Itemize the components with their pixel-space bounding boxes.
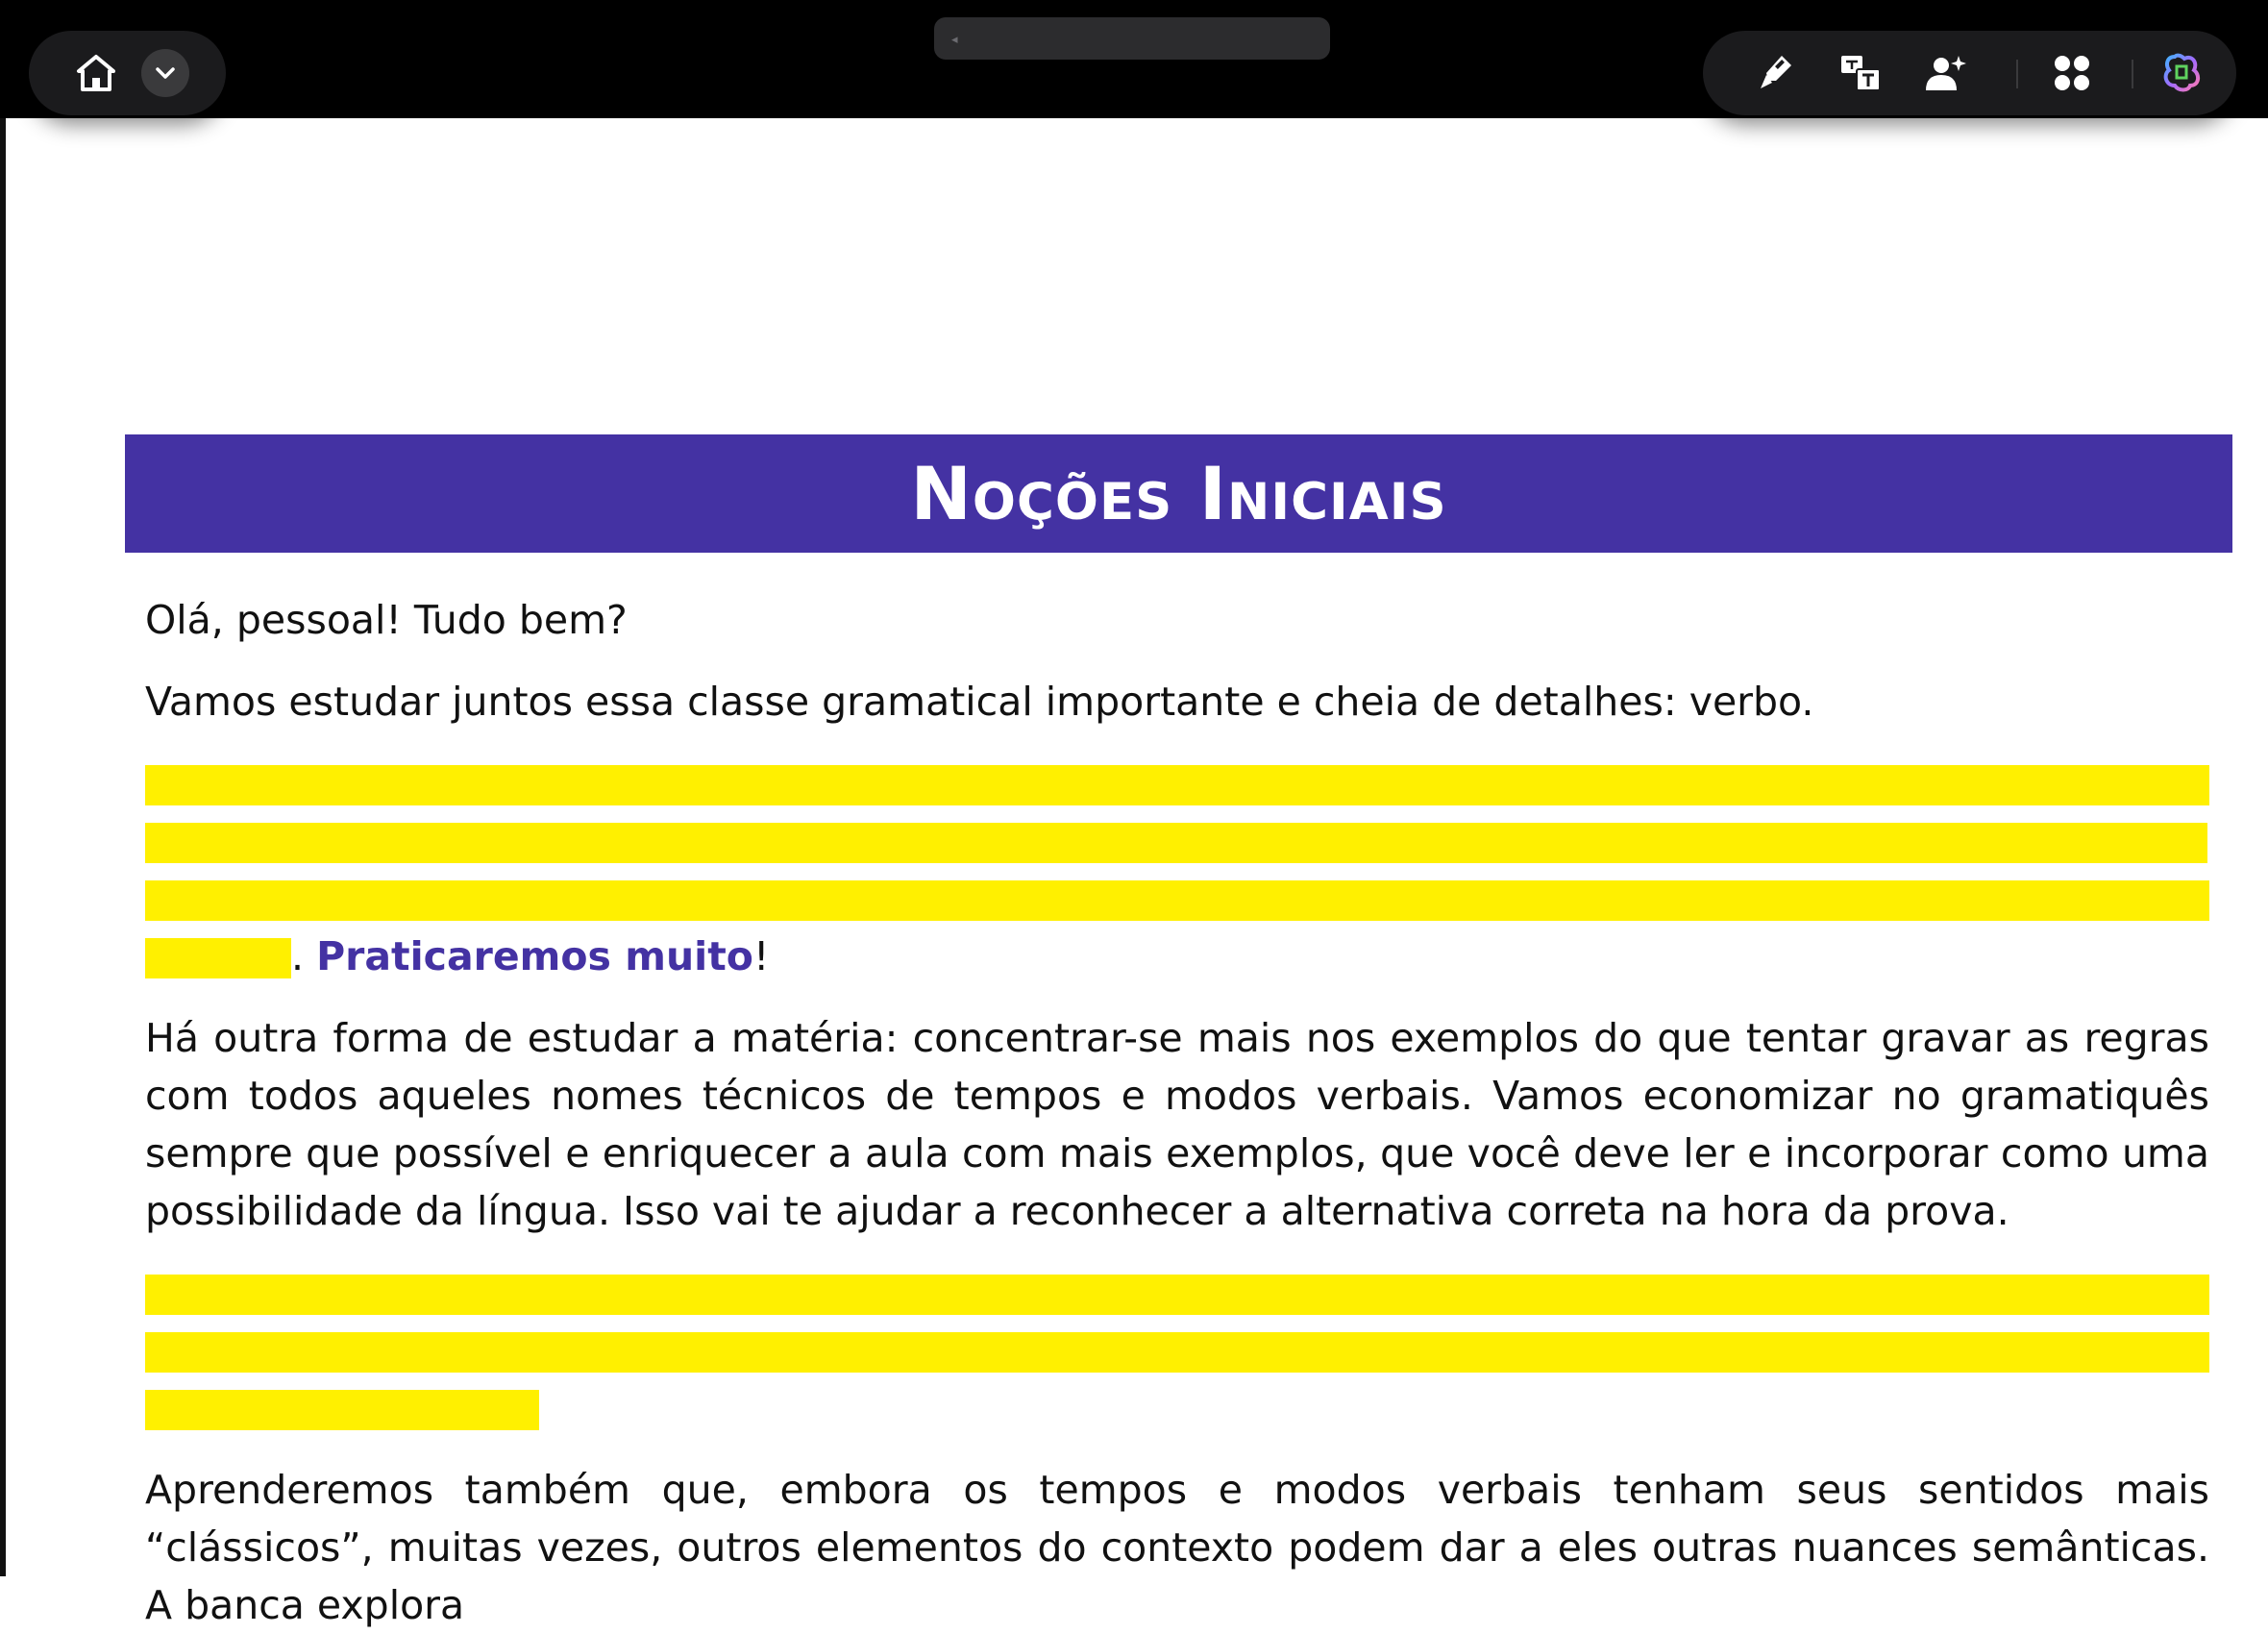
highlighter-button[interactable] <box>1753 50 1799 96</box>
tools-pill <box>1703 31 2236 115</box>
section-banner <box>125 434 2232 553</box>
copilot-icon <box>2161 53 2202 93</box>
practice-prefix: . <box>291 933 317 979</box>
highlighted-line[interactable] <box>145 765 2209 805</box>
apps-grid-icon <box>2053 54 2091 92</box>
translate-icon <box>1839 54 1882 92</box>
practice-line <box>291 928 1252 985</box>
user-sparkle-icon <box>1924 54 1966 92</box>
window-edge <box>0 118 6 1576</box>
profile-ai-button[interactable] <box>1922 50 1968 96</box>
practice-emphasis: Praticaremos muito <box>316 933 753 979</box>
highlighted-line[interactable] <box>145 938 291 978</box>
apps-button[interactable] <box>2049 50 2095 96</box>
greeting-text: Olá, pessoal! Tudo bem? <box>145 597 628 643</box>
menu-dropdown-button[interactable] <box>141 49 189 97</box>
top-toolbar <box>0 0 2268 118</box>
chevron-down-icon <box>155 66 176 80</box>
highlighted-line[interactable] <box>145 1390 539 1430</box>
section-title: Noções Iniciais <box>910 451 1447 536</box>
copilot-button[interactable] <box>2158 50 2205 96</box>
highlighted-line[interactable] <box>145 880 2209 921</box>
practice-suffix: ! <box>752 933 770 979</box>
translate-button[interactable] <box>1837 50 1884 96</box>
intro-text: Vamos estudar juntos essa classe gramatical importante e cheia de detalhes: verbo. <box>145 679 1814 725</box>
toolbar-divider <box>2132 60 2133 88</box>
highlighted-line[interactable] <box>145 1275 2209 1315</box>
paragraph-semantics: Aprenderemos também que, embora os tempos e modos verbais tenham seus sentidos mais “clássicos”, muitas vezes, outros elementos do contexto podem dar a eles outras nuances semânticas. A banca explora <box>145 1467 2209 1628</box>
address-bar[interactable] <box>934 17 1330 60</box>
highlighted-line[interactable] <box>145 823 2207 863</box>
paragraph-study-method: Há outra forma de estudar a matéria: concentrar-se mais nos exemplos do que tentar gravar as regras com todos aqueles nomes técnicos de tempos e modos verbais. Vamos economizar no gramatiquês sempre que possível e enriquecer a aula com mais exemplos, que você deve ler e incorporar como uma possibilidade da língua. Isso vai te ajudar a reconhecer a alternativa correta na hora da prova. <box>145 1015 2209 1234</box>
highlighted-line[interactable] <box>145 1332 2209 1373</box>
toolbar-divider <box>2016 60 2018 88</box>
navigation-pill <box>29 31 226 115</box>
home-button[interactable] <box>67 44 125 102</box>
highlighter-icon <box>1757 52 1795 94</box>
address-bar-icon: ◂ <box>951 32 958 46</box>
home-icon <box>76 54 116 92</box>
